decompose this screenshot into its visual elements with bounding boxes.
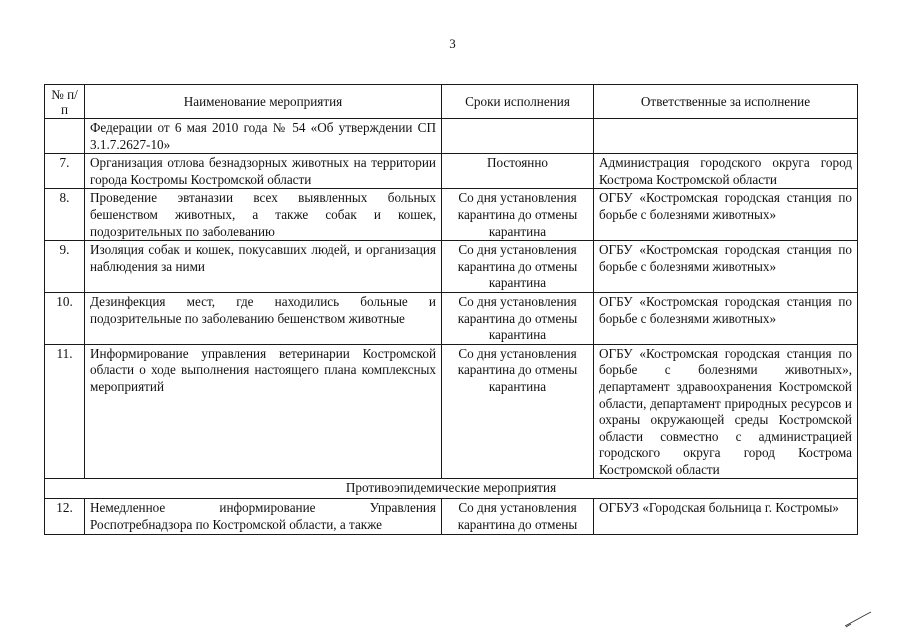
header-num: № п/п	[45, 85, 85, 119]
row-responsible: ОГБУ «Костромская городская станция по борьбе с болезнями животных»	[594, 189, 858, 241]
table-row	[45, 189, 858, 241]
row-term: Со дня установления карантина до отмены карантина	[442, 292, 594, 344]
row-num: 7.	[45, 154, 85, 189]
row-responsible: ОГБУ «Костромская городская станция по борьбе с болезнями животных»	[594, 241, 858, 293]
table-header-row	[45, 85, 858, 119]
row-name: Организация отлова безнадзорных животных на территории города Костромы Костромской области	[85, 154, 442, 189]
row-name: Информирование управления ветеринарии Костромской области о ходе выполнения настоящего плана комплексных мероприятий	[85, 344, 442, 479]
header-term: Сроки исполнения	[442, 85, 594, 119]
row-responsible: ОГБУЗ «Городская больница г. Костромы»	[594, 499, 858, 534]
row-name: Дезинфекция мест, где находились больные и подозрительные по заболеванию бешенством животные	[85, 292, 442, 344]
table-row	[45, 241, 858, 293]
row-responsible: Администрация городского округа город Кострома Костромской области	[594, 154, 858, 189]
row-num: 10.	[45, 292, 85, 344]
row-num	[45, 119, 85, 154]
table-row	[45, 292, 858, 344]
page-number: 3	[449, 36, 456, 51]
row-num: 12.	[45, 499, 85, 534]
row-responsible: ОГБУ «Костромская городская станция по борьбе с болезнями животных», департамент здравоохранения Костромской области, департамент природных ресурсов и охраны окружающей среды Костромской области совместно с администрацией городского округа город Кострома Костромской области	[594, 344, 858, 479]
row-name: Федерации от 6 мая 2010 года № 54 «Об утверждении СП 3.1.7.2627-10»	[85, 119, 442, 154]
table-row	[45, 154, 858, 189]
section-row	[45, 479, 858, 499]
row-term: Со дня установления карантина до отмены карантина	[442, 241, 594, 293]
pen-stroke-mark	[843, 610, 873, 628]
row-responsible	[594, 119, 858, 154]
table-row	[45, 344, 858, 479]
row-name: Проведение эвтаназии всех выявленных больных бешенством животных, а также собак и кошек, подозрительных по заболеванию	[85, 189, 442, 241]
table-row	[45, 119, 858, 154]
measures-table	[44, 84, 858, 535]
row-num: 9.	[45, 241, 85, 293]
row-term	[442, 119, 594, 154]
row-name: Немедленное информирование Управления Роспотребнадзора по Костромской области, а также	[85, 499, 442, 534]
row-term: Со дня установления карантина до отмены карантина	[442, 344, 594, 479]
row-num: 11.	[45, 344, 85, 479]
row-num: 8.	[45, 189, 85, 241]
table-row	[45, 499, 858, 534]
row-term: Со дня установления карантина до отмены карантина	[442, 189, 594, 241]
row-name: Изоляция собак и кошек, покусавших людей, и организация наблюдения за ними	[85, 241, 442, 293]
row-responsible: ОГБУ «Костромская городская станция по борьбе с болезнями животных»	[594, 292, 858, 344]
header-responsible: Ответственные за исполнение	[594, 85, 858, 119]
header-name: Наименование мероприятия	[85, 85, 442, 119]
row-term: Постоянно	[442, 154, 594, 189]
row-term: Со дня установления карантина до отмены	[442, 499, 594, 534]
section-title: Противоэпидемические мероприятия	[45, 479, 858, 499]
